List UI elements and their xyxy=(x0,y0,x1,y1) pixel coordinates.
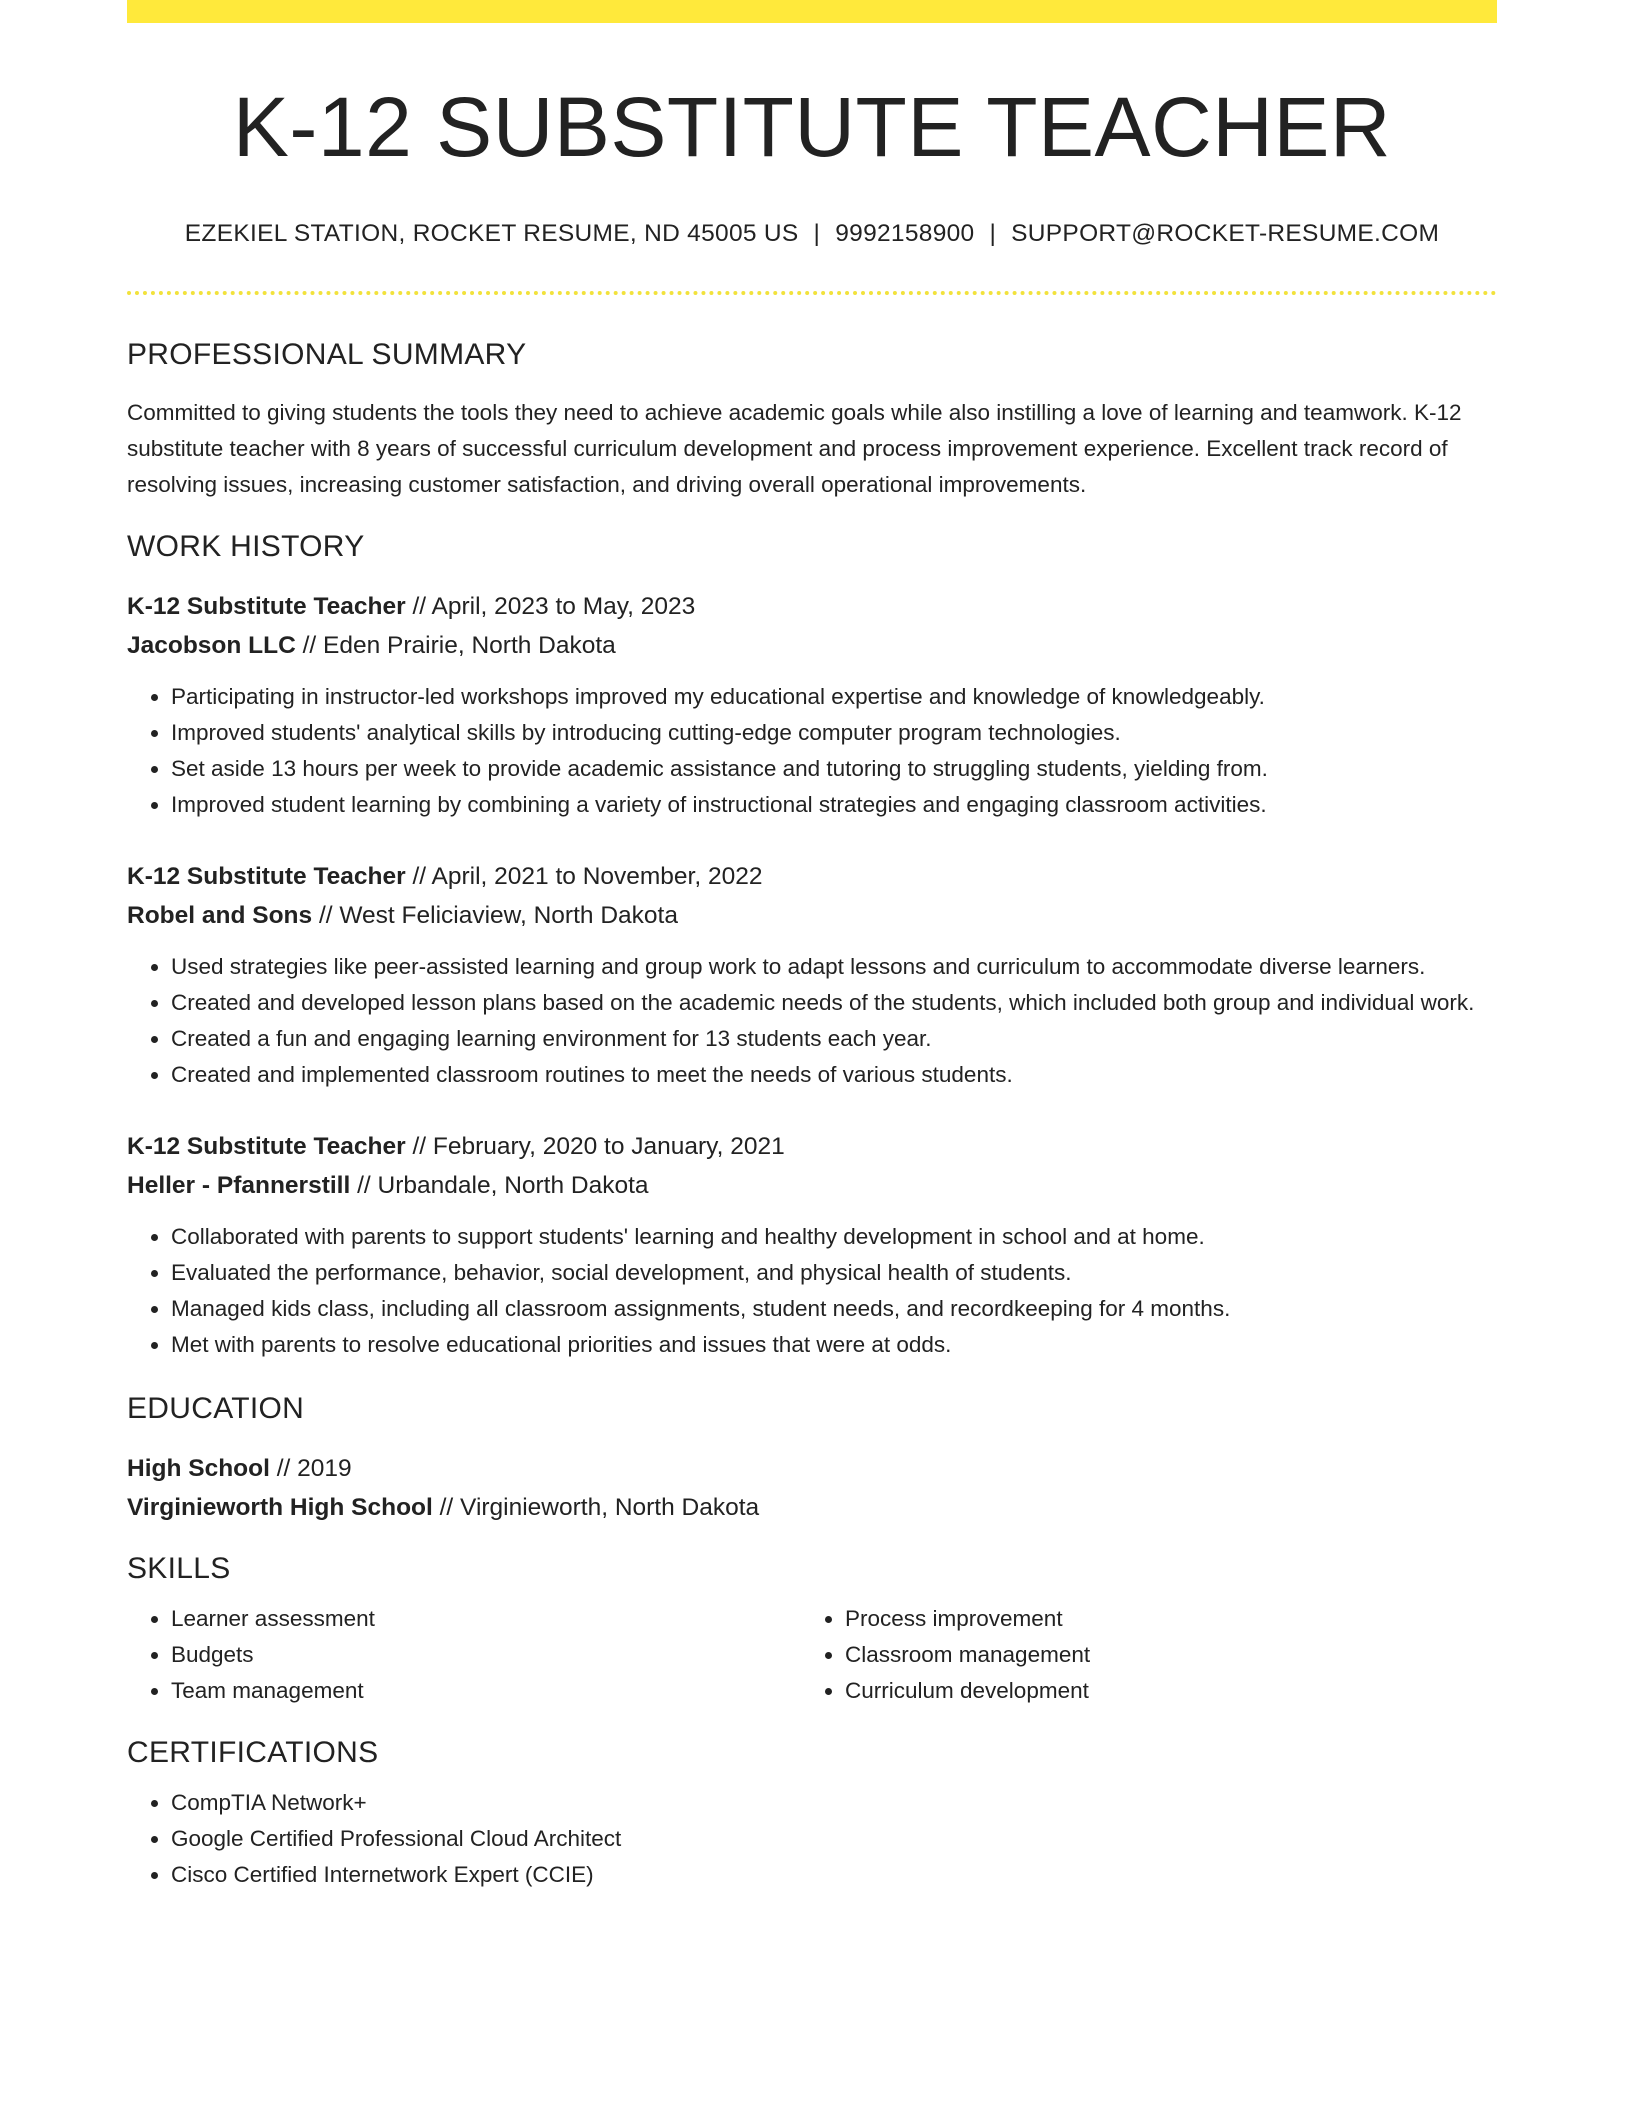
job-company-line xyxy=(127,626,1497,665)
skill-item: • Budgets xyxy=(171,1637,801,1673)
education-degree: High School xyxy=(127,1454,270,1482)
accent-bar xyxy=(127,0,1497,23)
skills-heading: SKILLS xyxy=(127,1551,231,1585)
job-title-line xyxy=(127,1127,1497,1166)
contact-separator: | xyxy=(989,220,997,248)
job-bullet: • Created and implemented classroom routines to meet the needs of various students. xyxy=(171,1057,1497,1093)
job-company-line xyxy=(127,896,1497,935)
certification-item: • Cisco Certified Internetwork Expert (CCIE) xyxy=(171,1857,1497,1893)
job-title: K-12 Substitute Teacher xyxy=(127,1132,406,1160)
job-bullet: • Collaborated with parents to support students' learning and healthy development in school and at home. xyxy=(171,1219,1497,1255)
skill-item: • Team management xyxy=(171,1673,801,1709)
job-location: // West Feliciaview, North Dakota xyxy=(312,901,678,929)
job-dates: // February, 2020 to January, 2021 xyxy=(405,1132,785,1160)
job-bullet: • Improved students' analytical skills by introducing cutting-edge computer program technologies. xyxy=(171,715,1497,751)
education-school-line xyxy=(127,1488,1497,1527)
job-bullet: • Created a fun and engaging learning environment for 13 students each year. xyxy=(171,1021,1497,1057)
job-bullet: • Set aside 13 hours per week to provide academic assistance and tutoring to struggling students, yielding from. xyxy=(171,751,1497,787)
certification-item: • Google Certified Professional Cloud Architect xyxy=(171,1821,1497,1857)
job-bullet: • Participating in instructor-led workshops improved my educational expertise and knowledge of knowledgeably. xyxy=(171,679,1497,715)
education-heading: EDUCATION xyxy=(127,1391,305,1425)
education-year: // 2019 xyxy=(269,1454,352,1482)
skill-item: • Classroom management xyxy=(845,1637,1475,1673)
skill-item: • Curriculum development xyxy=(845,1673,1475,1709)
contact-separator: | xyxy=(813,220,821,248)
job-entry xyxy=(127,587,1497,823)
job-company: Jacobson LLC xyxy=(127,631,296,659)
skill-item: • Process improvement xyxy=(845,1601,1475,1637)
summary-text: Committed to giving students the tools they need to achieve academic goals while also instilling a love of learning and teamwork. K-12 substitute teacher with 8 years of successful curriculum development and process improvement experience. Excellent track record of resolving issues, increasing customer satisfaction, and driving overall operational improvements. xyxy=(127,399,1462,497)
job-bullet: • Used strategies like peer-assisted learning and group work to adapt lessons and curriculum to accommodate diverse learners. xyxy=(171,949,1497,985)
contact-email: SUPPORT@ROCKET-RESUME.COM xyxy=(1011,220,1440,248)
education-entry xyxy=(127,1449,1497,1527)
job-title-line xyxy=(127,587,1497,626)
job-title: K-12 Substitute Teacher xyxy=(127,862,406,890)
resume-page xyxy=(127,0,1497,1893)
job-bullets xyxy=(127,679,1497,823)
certifications-list xyxy=(127,1785,1497,1893)
job-entry xyxy=(127,1127,1497,1363)
contact-line xyxy=(127,219,1497,248)
job-title: K-12 Substitute Teacher xyxy=(127,592,406,620)
job-location: // Eden Prairie, North Dakota xyxy=(295,631,616,659)
job-bullet: • Managed kids class, including all classroom assignments, student needs, and recordkeeping for 4 months. xyxy=(171,1291,1497,1327)
job-bullet: • Evaluated the performance, behavior, social development, and physical health of students. xyxy=(171,1255,1497,1291)
job-dates: // April, 2023 to May, 2023 xyxy=(405,592,696,620)
job-bullets xyxy=(127,949,1497,1093)
job-title-line xyxy=(127,857,1497,896)
job-dates: // April, 2021 to November, 2022 xyxy=(405,862,763,890)
skill-item: • Learner assessment xyxy=(171,1601,801,1637)
education-location: // Virginieworth, North Dakota xyxy=(432,1493,760,1521)
education-school: Virginieworth High School xyxy=(127,1493,433,1521)
job-bullet: • Created and developed lesson plans based on the academic needs of the students, which included both group and individual work. xyxy=(171,985,1497,1021)
work-history-heading: WORK HISTORY xyxy=(127,529,365,563)
certification-item: • CompTIA Network+ xyxy=(171,1785,1497,1821)
job-location: // Urbandale, North Dakota xyxy=(350,1171,649,1199)
job-bullet: • Met with parents to resolve educational priorities and issues that were at odds. xyxy=(171,1327,1497,1363)
summary-heading: PROFESSIONAL SUMMARY xyxy=(127,337,527,371)
contact-address: EZEKIEL STATION, ROCKET RESUME, ND 45005 US xyxy=(184,220,799,248)
job-company: Robel and Sons xyxy=(127,901,313,929)
skills-columns xyxy=(127,1601,1497,1709)
certifications-heading: CERTIFICATIONS xyxy=(127,1735,379,1769)
job-bullet: • Improved student learning by combining a variety of instructional strategies and engaging classroom activities. xyxy=(171,787,1497,823)
skills-list-right xyxy=(801,1601,1475,1709)
skills-list-left xyxy=(127,1601,801,1709)
resume-title: K-12 SUBSTITUTE TEACHER xyxy=(232,80,1392,174)
job-company-line xyxy=(127,1166,1497,1205)
job-company: Heller - Pfannerstill xyxy=(127,1171,351,1199)
header-divider xyxy=(127,291,1497,295)
job-entry xyxy=(127,857,1497,1093)
contact-phone: 9992158900 xyxy=(835,220,975,248)
education-degree-line xyxy=(127,1449,1497,1488)
job-bullets xyxy=(127,1219,1497,1363)
